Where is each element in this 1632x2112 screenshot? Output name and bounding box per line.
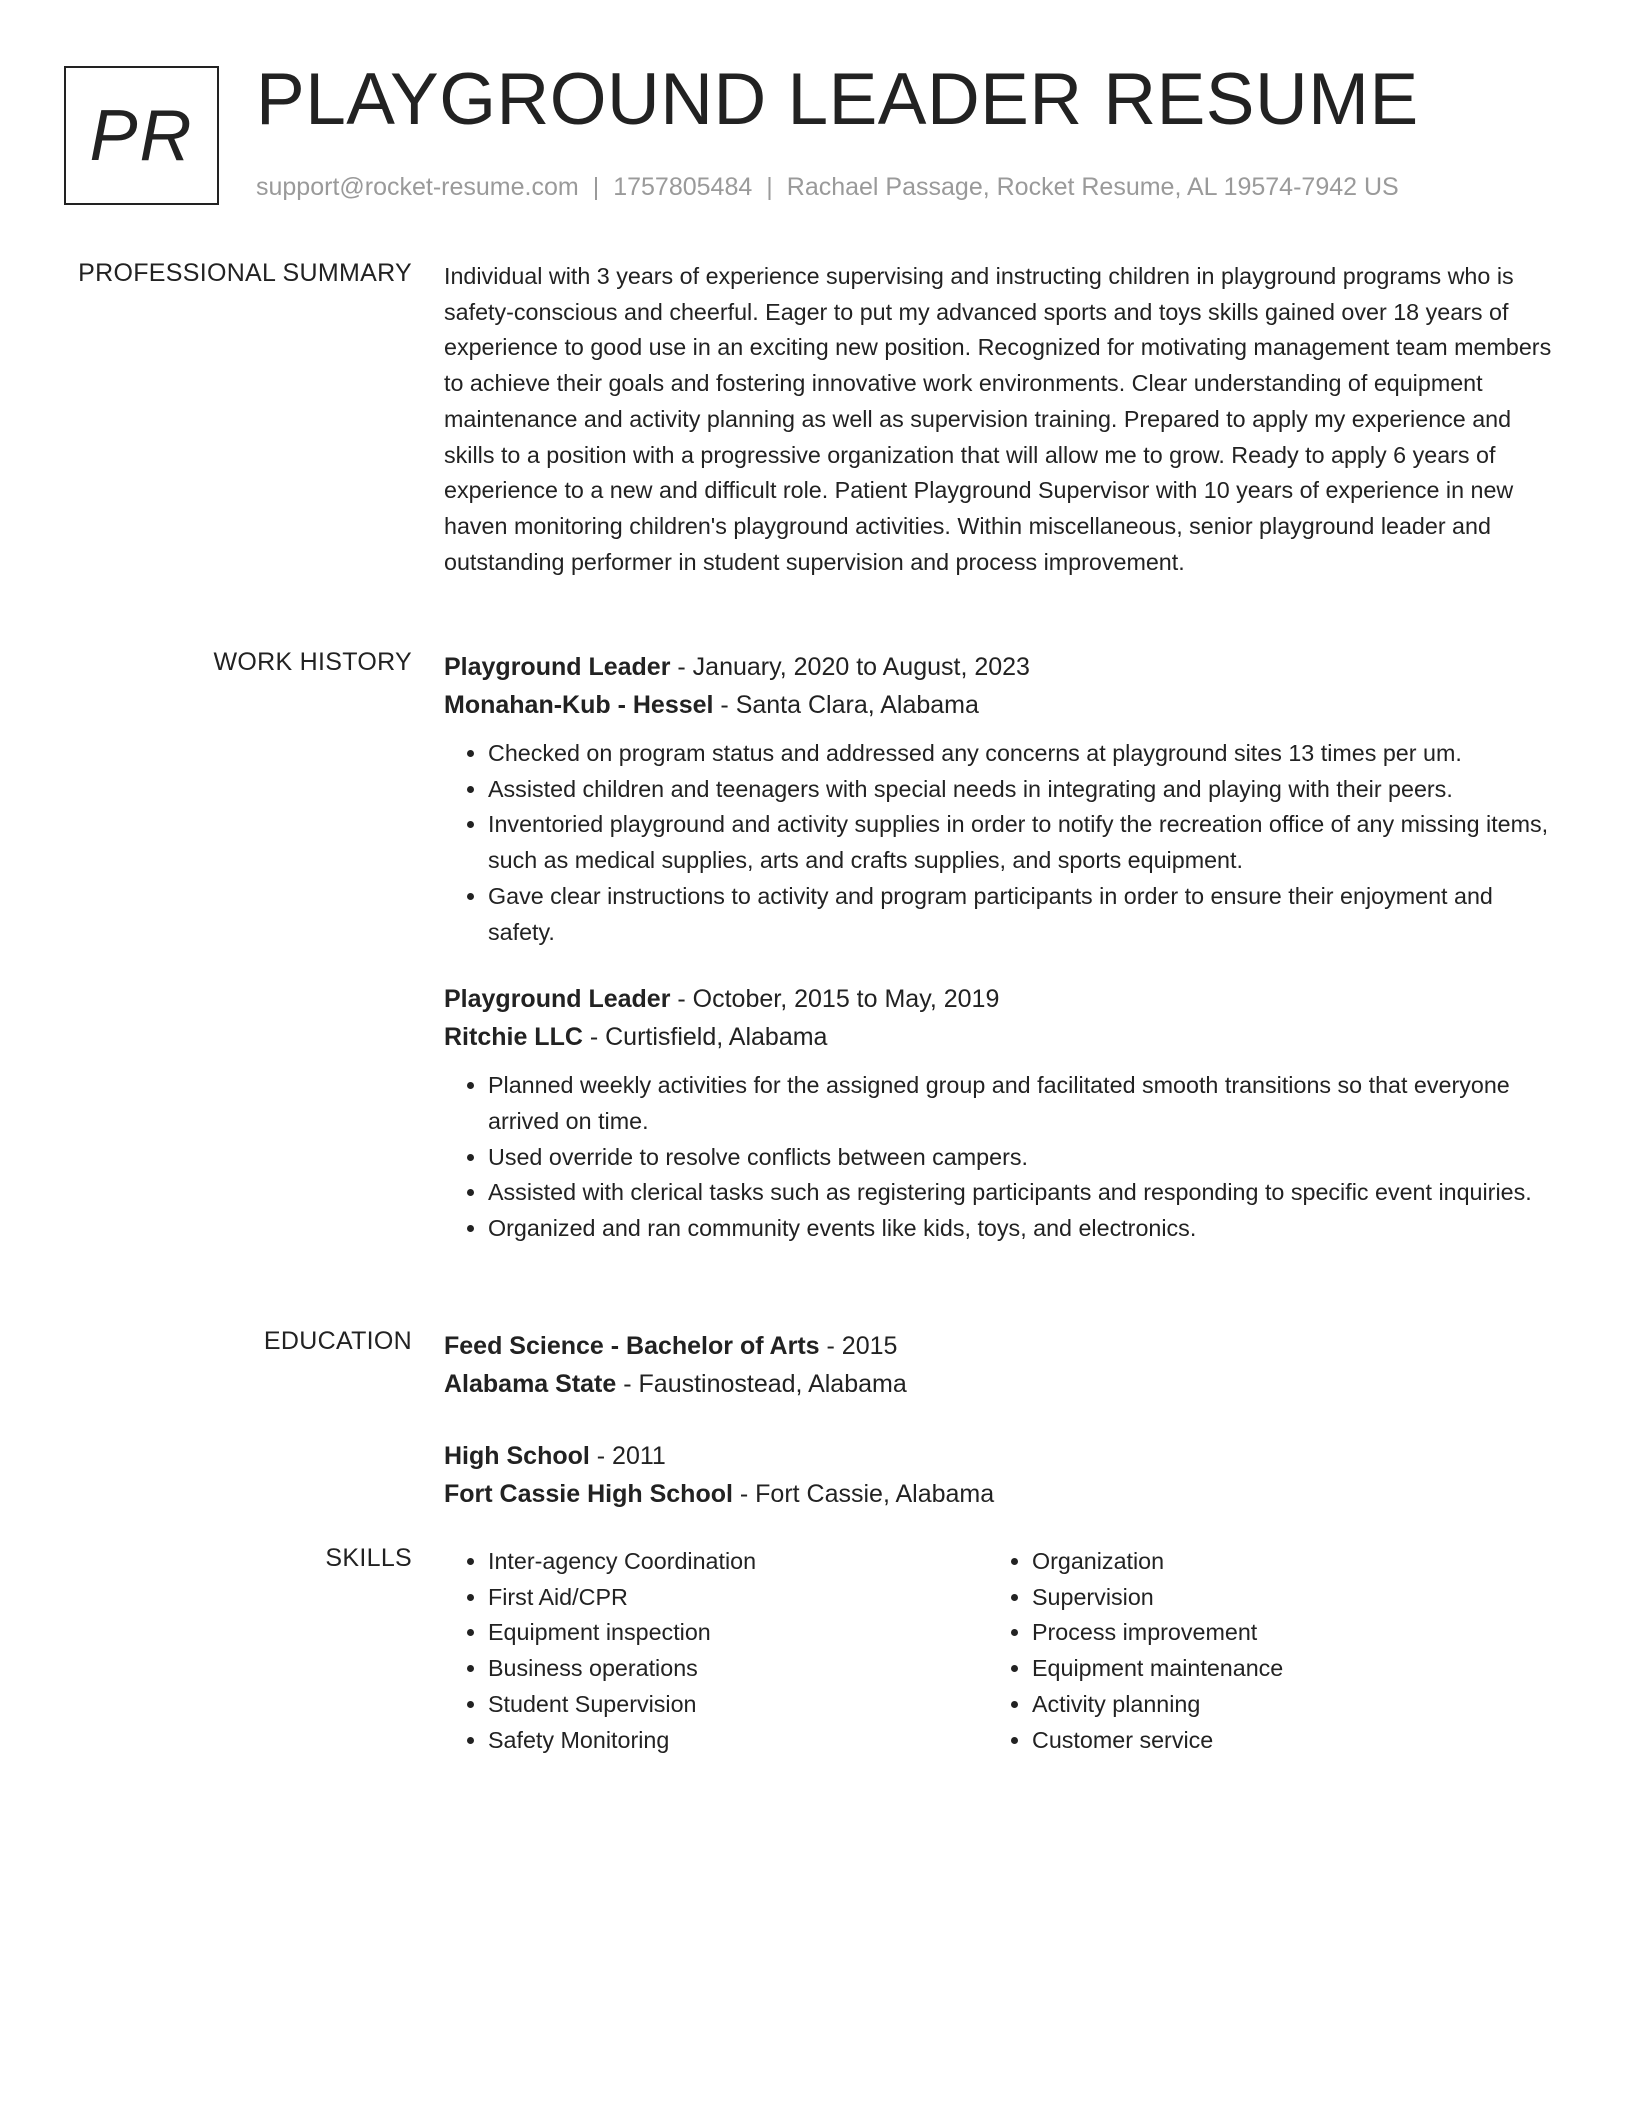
education-entry	[444, 1437, 1556, 1513]
contact-separator: |	[592, 173, 600, 201]
job-entry	[444, 648, 1556, 950]
skill-item: • Equipment maintenance	[1032, 1651, 1532, 1687]
school: Fort Cassie High School	[444, 1480, 733, 1508]
job-duty: • Checked on program status and addressed any concerns at playground sites 13 times per um.	[488, 736, 1556, 772]
job-company-line	[444, 686, 1556, 724]
job-duties-list	[444, 736, 1556, 950]
education-heading: EDUCATION	[263, 1327, 412, 1355]
school-line	[444, 1475, 1556, 1513]
education-body	[444, 1327, 1556, 1513]
degree-year: - 2011	[589, 1442, 666, 1470]
school: Alabama State	[444, 1370, 617, 1398]
school-location: - Fort Cassie, Alabama	[732, 1480, 995, 1508]
summary-heading: PROFESSIONAL SUMMARY	[78, 259, 412, 287]
degree-line	[444, 1437, 1556, 1475]
degree-line	[444, 1327, 1556, 1365]
skills-heading: SKILLS	[325, 1544, 412, 1572]
skill-item: • Safety Monitoring	[488, 1723, 988, 1759]
education-entry	[444, 1327, 1556, 1403]
job-duty: • Used override to resolve conflicts between campers.	[488, 1140, 1556, 1176]
resume-title: PLAYGROUND LEADER RESUME	[256, 59, 1419, 140]
job-company: Ritchie LLC	[444, 1023, 583, 1052]
degree-year: - 2015	[819, 1332, 898, 1360]
contact-email: support@rocket-resume.com	[256, 173, 579, 201]
skills-body	[444, 1544, 1556, 1758]
summary-text: Individual with 3 years of experience supervising and instructing children in playground programs who is safety-conscious and cheerful. Eager to put my advanced sports and toys skills gained over 18 years of experience to good use in an exciting new position. Recognized for motivating management team members to achieve their goals and fostering innovative work environments. Clear understanding of equipment maintenance and activity planning as well as supervision training. Prepared to apply my experience and skills to a position with a progressive organization that will allow me to grow. Ready to apply 6 years of experience to a new and difficult role. Patient Playground Supervisor with 10 years of experience in new haven monitoring children's playground activities. Within miscellaneous, senior playground leader and outstanding performer in student supervision and process improvement.	[444, 263, 1552, 575]
job-title: Playground Leader	[444, 985, 671, 1014]
skills-list-left	[444, 1544, 988, 1758]
work-history-heading: WORK HISTORY	[213, 648, 412, 676]
skill-item: • Activity planning	[1032, 1687, 1532, 1723]
contact-separator: |	[766, 173, 773, 201]
skill-item: • Inter-agency Coordination	[488, 1544, 988, 1580]
job-dates: - January, 2020 to August, 2023	[670, 653, 1030, 681]
skill-item: • Equipment inspection	[488, 1615, 988, 1651]
job-company-line	[444, 1018, 1556, 1056]
job-duty: • Planned weekly activities for the assigned group and facilitated smooth transitions so that everyone arrived on time.	[488, 1068, 1556, 1139]
job-duties-list	[444, 1068, 1556, 1247]
monogram-logo: PR	[64, 66, 219, 205]
skill-item: • Organization	[1032, 1544, 1532, 1580]
job-dates: - October, 2015 to May, 2019	[670, 985, 1000, 1014]
skills-list-right	[988, 1544, 1532, 1758]
job-location: - Santa Clara, Alabama	[713, 691, 979, 719]
contact-phone: 1757805484	[613, 173, 753, 201]
job-duty: • Organized and ran community events like kids, toys, and electronics.	[488, 1211, 1556, 1247]
job-company: Monahan-Kub - Hessel	[444, 691, 714, 719]
job-duty: • Assisted children and teenagers with special needs in integrating and playing with their peers.	[488, 772, 1556, 808]
job-entry	[444, 980, 1556, 1247]
skill-item: • Student Supervision	[488, 1687, 988, 1723]
job-title-line	[444, 980, 1556, 1018]
skill-item: • Business operations	[488, 1651, 988, 1687]
skill-item: • Supervision	[1032, 1580, 1532, 1616]
degree: High School	[444, 1442, 590, 1470]
job-title: Playground Leader	[444, 653, 671, 681]
skill-item: • Customer service	[1032, 1723, 1532, 1759]
contact-address: Rachael Passage, Rocket Resume, AL 19574-7942 US	[786, 173, 1399, 201]
job-duty: • Gave clear instructions to activity and program participants in order to ensure their enjoyment and safety.	[488, 879, 1556, 950]
skill-item: • Process improvement	[1032, 1615, 1532, 1651]
job-location: - Curtisfield, Alabama	[582, 1023, 828, 1052]
skill-item: • First Aid/CPR	[488, 1580, 988, 1616]
job-duty: • Assisted with clerical tasks such as registering participants and responding to specific event inquiries.	[488, 1175, 1556, 1211]
work-history-body	[444, 648, 1556, 1247]
job-title-line	[444, 648, 1556, 686]
school-location: - Faustinostead, Alabama	[616, 1370, 907, 1398]
school-line	[444, 1365, 1556, 1403]
degree: Feed Science - Bachelor of Arts	[444, 1332, 820, 1360]
job-duty: • Inventoried playground and activity supplies in order to notify the recreation office of any missing items, such as medical supplies, arts and crafts supplies, and sports equipment.	[488, 807, 1556, 878]
contact-line	[256, 173, 1399, 202]
